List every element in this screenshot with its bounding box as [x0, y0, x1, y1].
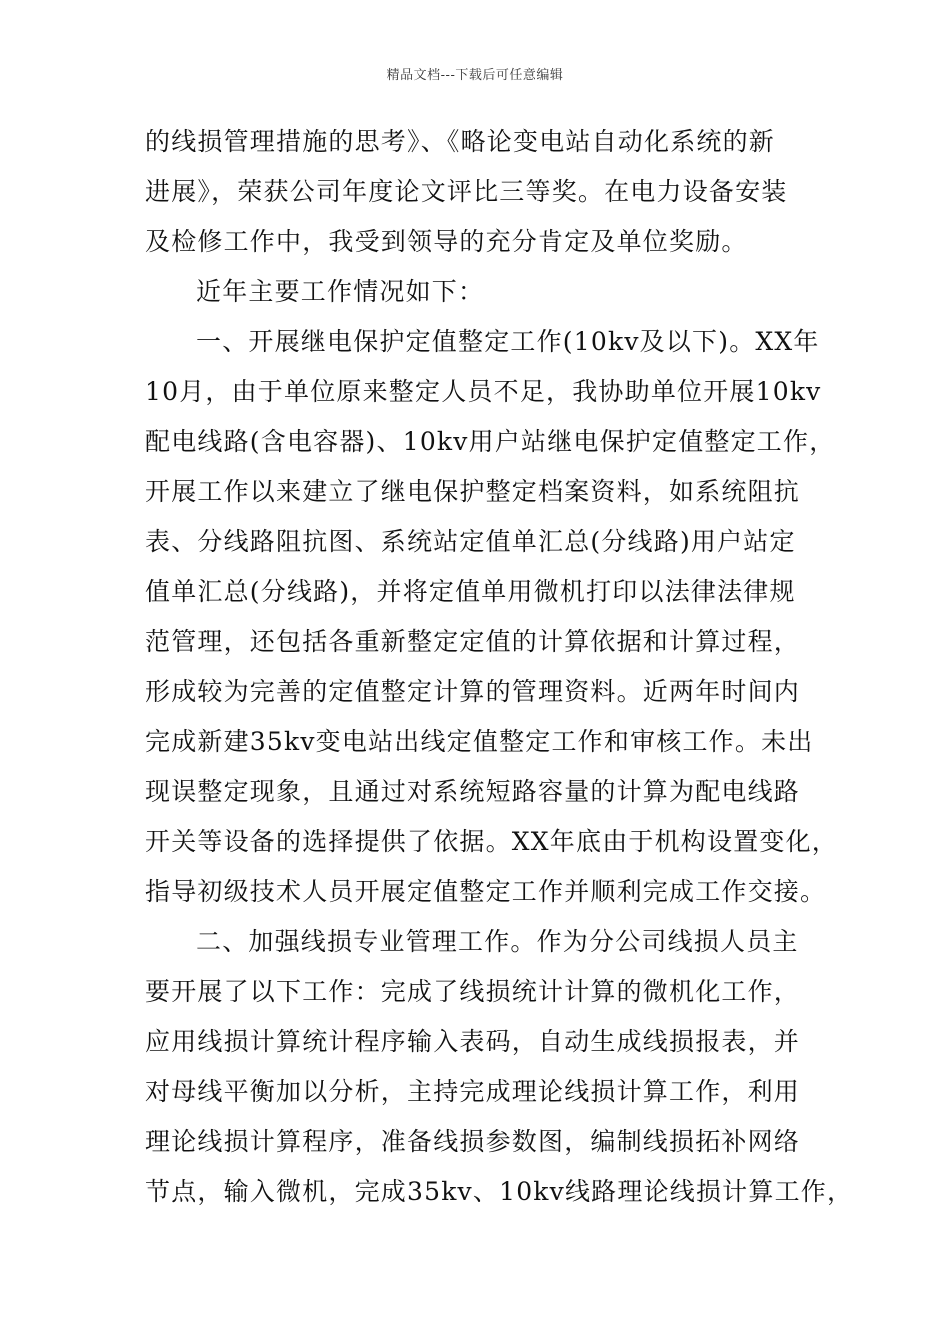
text-line: 一、开展继电保护定值整定工作(10kv及以下)。XX年: [196, 327, 820, 356]
text-line: 二、加强线损专业管理工作。作为分公司线损人员主: [196, 927, 799, 956]
text-line: 理论线损计算程序，准备线损参数图，编制线损拓补网络: [145, 1127, 801, 1156]
text-line: 进展》，荣获公司年度论文评比三等奖。在电力设备安装: [145, 177, 788, 206]
text-line: 10月，由于单位原来整定人员不足，我协助单位开展10kv: [145, 377, 822, 406]
text-line: 指导初级技术人员开展定值整定工作并顺利完成工作交接。: [145, 877, 827, 906]
text-line: 完成新建35kv变电站出线定值整定工作和审核工作。未出: [145, 727, 814, 756]
text-line: 现误整定现象，且通过对系统短路容量的计算为配电线路: [145, 777, 801, 806]
text-line: 值单汇总(分线路)，并将定值单用微机打印以法律法律规: [145, 577, 796, 606]
text-line: 的线损管理措施的思考》、《略论变电站自动化系统的新: [145, 127, 776, 156]
text-line: 对母线平衡加以分析，主持完成理论线损计算工作，利用: [145, 1077, 801, 1106]
text-line: 表、分线路阻抗图、系统站定值单汇总(分线路)用户站定: [145, 527, 796, 556]
page-header: 精品文档---下载后可任意编辑: [386, 68, 564, 83]
paragraph-heading: 近年主要工作情况如下：: [196, 277, 485, 306]
text-line: 及检修工作中，我受到领导的充分肯定及单位奖励。: [145, 227, 748, 256]
text-line: 开关等设备的选择提供了依据。XX年底由于机构设置变化，: [145, 827, 838, 856]
text-line: 配电线路(含电容器)、10kv用户站继电保护定值整定工作，: [145, 427, 836, 456]
text-line: 要开展了以下工作：完成了线损统计计算的微机化工作，: [145, 977, 801, 1006]
text-line: 节点，输入微机，完成35kv、10kv线路理论线损计算工作，: [145, 1177, 854, 1206]
text-line: 形成较为完善的定值整定计算的管理资料。近两年时间内: [145, 677, 801, 706]
text-line: 范管理，还包括各重新整定定值的计算依据和计算过程，: [145, 627, 801, 656]
text-line: 开展工作以来建立了继电保护整定档案资料，如系统阻抗: [145, 477, 801, 506]
text-line: 应用线损计算统计程序输入表码，自动生成线损报表，并: [145, 1027, 801, 1056]
